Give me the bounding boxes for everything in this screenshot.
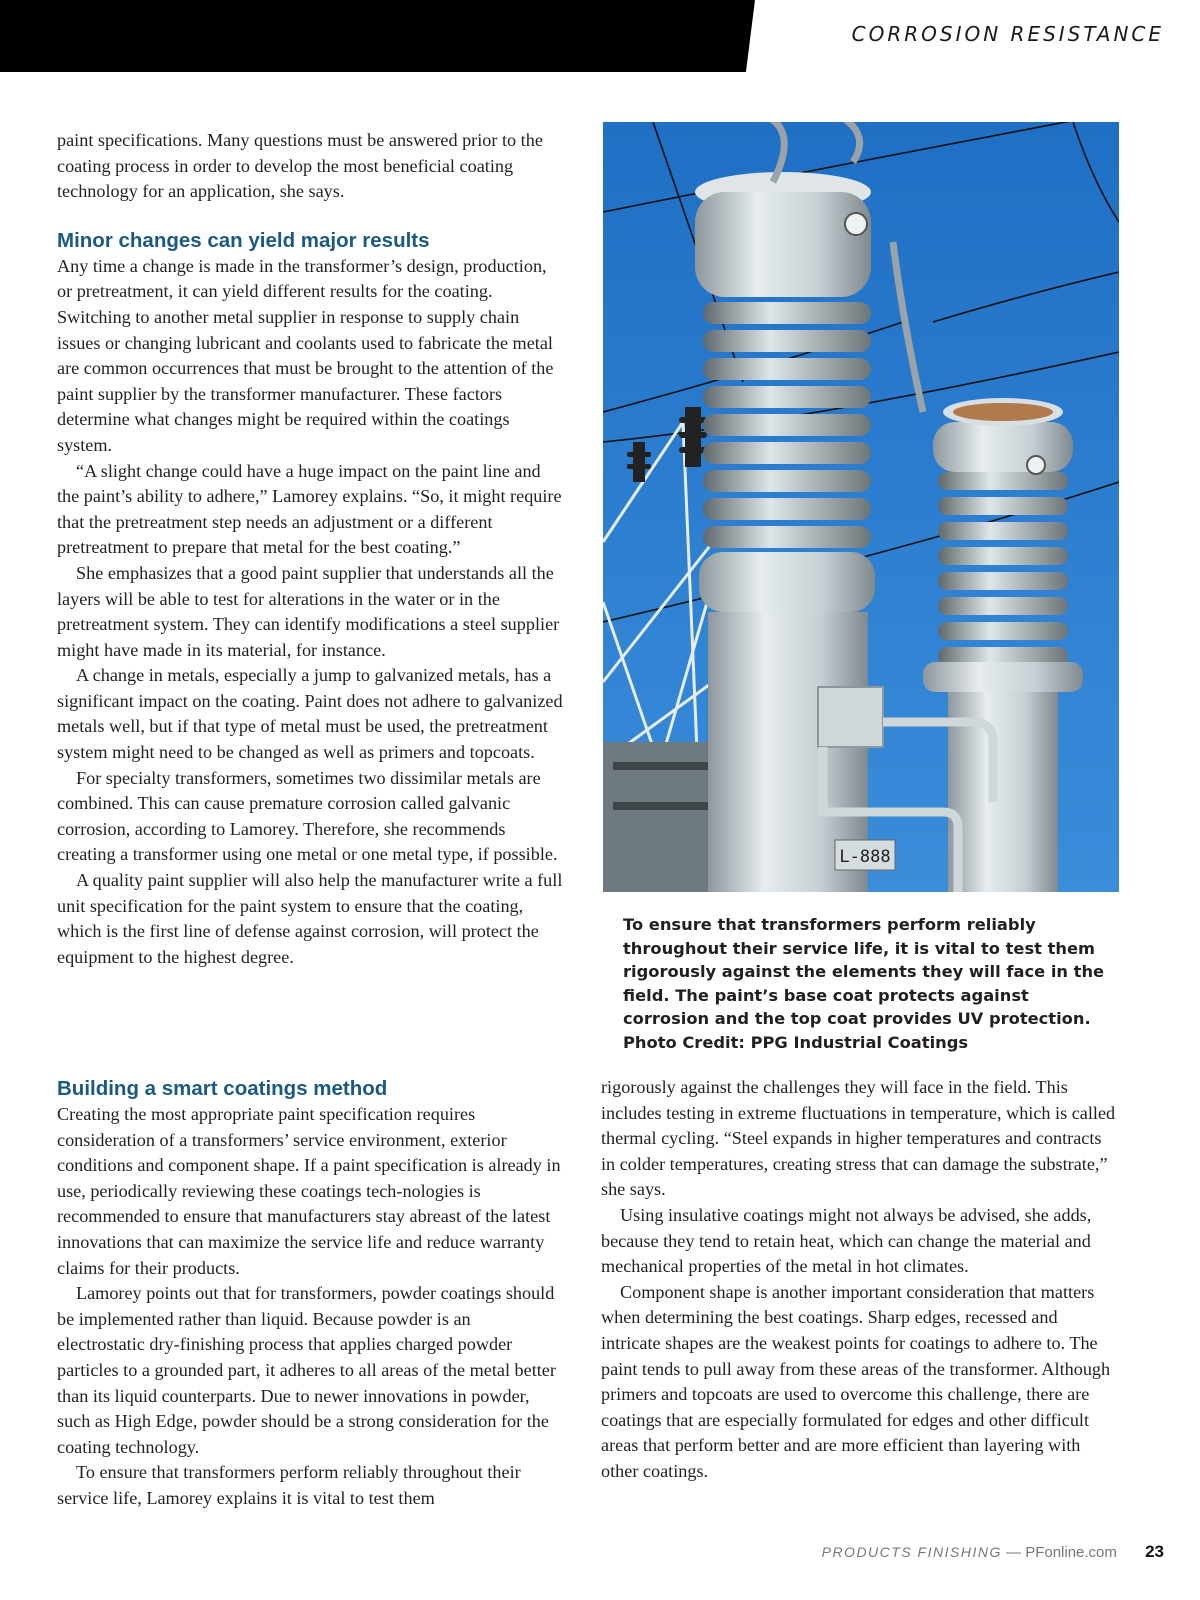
body-paragraph: Using insulative coatings might not always be advised, she adds, because they tend to retain heat, which can change the material and mechanical properties of the metal in hot climates. (601, 1204, 1092, 1277)
page-number: 23 (1145, 1542, 1164, 1561)
magazine-name: PRODUCTS FINISHING (821, 1544, 1002, 1560)
header-bar (0, 0, 755, 72)
body-paragraph: Component shape is another important consideration that matters when determining the best coatings. Sharp edges, recessed and intricate shapes are the weakest points for coatings to adhere to. The paint tends to pull away from these areas of the transformer. Although primers and topcoats are used to overcome this challenge, there are coatings that are especially formulated for edges and other difficult areas that perform better and are more efficient than layering with other coatings. (601, 1281, 1111, 1481)
left-column-top (57, 128, 563, 970)
photo-caption: To ensure that transformers perform reliably throughout their service life, it is vital to test them rigorously against the elements they will face in the field. The paint’s base coat protects against corrosion and the top coat provides UV protection. Photo Credit: PPG Industrial Coatings (623, 915, 1105, 1052)
body-paragraph: A change in metals, especially a jump to galvanized metals, has a significant impact on the coating. Paint does not adhere to galvanized metals well, but if that type of metal must be used, the pretreatment system might need to be changed as well as primers and topcoats. (57, 665, 563, 763)
section-label: CORROSION RESISTANCE (851, 22, 1164, 46)
body-paragraph: Lamorey points out that for transformers, powder coatings should be implemented rather than liquid. Because powder is an electrostatic dry-finishing process that applies charged powder particles to a grounded part, it adheres to all areas of the metal better than its liquid counterparts. Due to newer innovations in powder, such as High Edge, powder should be a strong consideration for the coating technology. (57, 1283, 556, 1457)
body-paragraph: “A slight change could have a huge impact on the paint line and the paint’s ability to adhere,” Lamorey explains. “So, it might require that the pretreatment step needs an adjustment or a different pretreatment to prepare that metal for the best coating.” (57, 460, 562, 558)
section-heading-minor-changes: Minor changes can yield major results (57, 228, 430, 252)
body-paragraph: rigorously against the challenges they will face in the field. This includes testing in extreme fluctuations in temperature, which is called thermal cycling. “Steel expands in higher temperatures and contracts in colder temperatures, creating stress that can damage the substrate,” she says. (601, 1077, 1116, 1200)
photo-label-text: L-888 (839, 847, 891, 867)
website-link[interactable]: PFonline.com (1025, 1544, 1117, 1561)
body-paragraph: For specialty transformers, sometimes two dissimilar metals are combined. This can cause premature corrosion called galvanic corrosion, according to Lamorey. Therefore, she recommends creating a transformer using one metal or one metal type, if possible. (57, 767, 558, 865)
page-footer (822, 1542, 1164, 1562)
intro-paragraph: paint specifications. Many questions must be answered prior to the coating process in order to develop the most beneficial coating technology for an application, she says. (57, 130, 543, 202)
body-paragraph: Creating the most appropriate paint specification requires consideration of a transformers’ service environment, exterior conditions and component shape. If a paint specification is already in use, periodically reviewing these coatings tech-nologies is recommended to ensure that manufacturers stay abreast of the latest innovations that can maximize the service life and reduce warranty claims for their products. (57, 1104, 561, 1278)
left-column-bottom (57, 1075, 563, 1512)
body-paragraph: To ensure that transformers perform reliably throughout their service life, Lamorey explains it is vital to test them (57, 1462, 521, 1508)
section-heading-smart-coatings: Building a smart coatings method (57, 1077, 388, 1100)
body-paragraph: Any time a change is made in the transformer’s design, production, or pretreatment, it can yield different results for the coating. Switching to another metal supplier in response to supply chain issues or changing lubricant and coolants used to fabricate the metal are common occurrences that must be brought to the attention of the paint supplier by the transformer manufacturer. These factors determine what changes might be required within the coatings system. (57, 255, 554, 455)
right-column-bottom (601, 1075, 1116, 1485)
body-paragraph: She emphasizes that a good paint supplier that understands all the layers will be able to test for alterations in the water or in the pretreatment system. They can identify modifications a steel supplier might have made in its material, for instance. (57, 562, 560, 660)
footer-separator: — (1006, 1544, 1022, 1561)
body-paragraph: A quality paint supplier will also help the manufacturer write a full unit specification for the paint system to ensure that the coating, which is the first line of defense against corrosion, will protect the equipment to the highest degree. (57, 870, 563, 967)
transformer-photo (603, 122, 1119, 892)
